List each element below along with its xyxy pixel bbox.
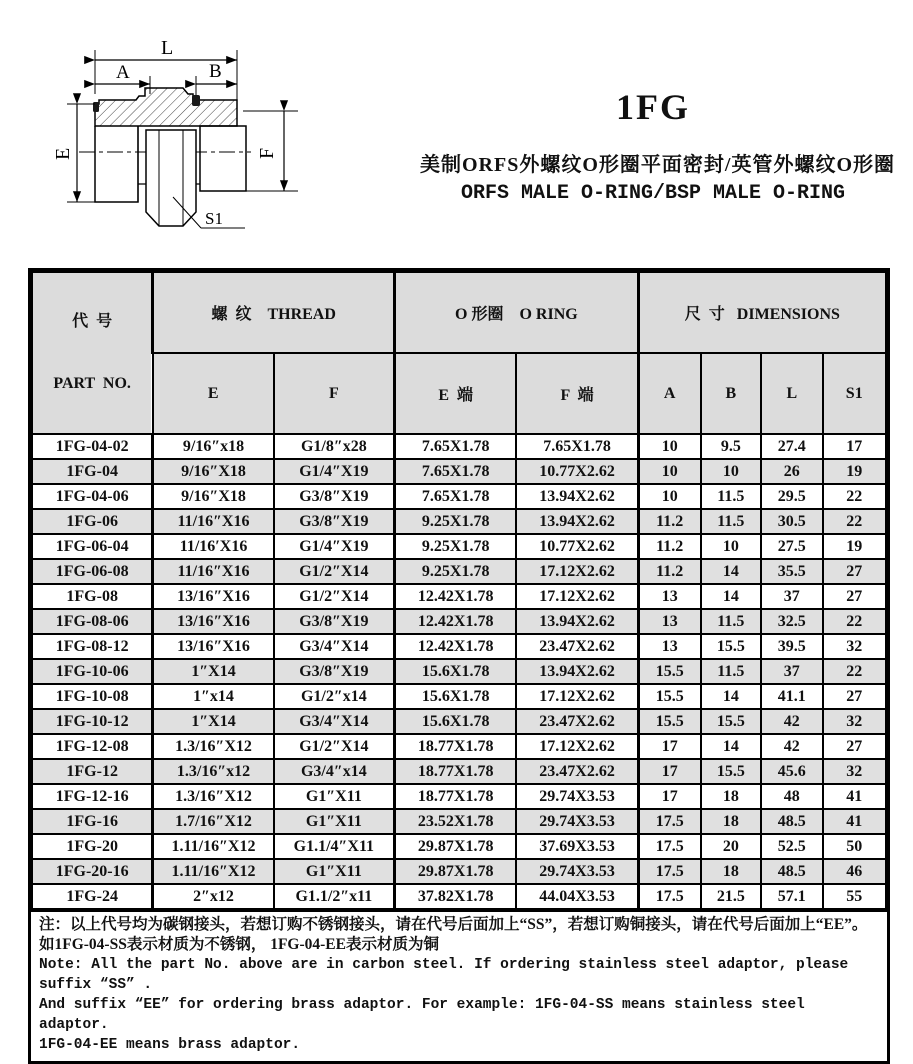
oring-f-cell: 13.94X2.62 [516,609,638,634]
dim-s1-cell: 19 [823,534,887,559]
note-line-en-2: And suffix “EE” for ordering brass adaptor. For example: 1FG-04-SS means stainless steel adaptor. [39,997,805,1033]
dim-l-cell: 39.5 [761,634,822,659]
col-header-thread-e: E [153,353,274,434]
part-no-cell: 1FG-10-12 [32,709,153,734]
thread-e-cell: 9/16″x18 [153,434,274,459]
col-header-oring: O 形圈 O RING [395,272,639,353]
oring-e-cell: 18.77X1.78 [395,759,517,784]
table-row [32,784,886,809]
header-row-sub [32,353,886,434]
table-row [32,709,886,734]
dim-b-cell: 11.5 [701,609,761,634]
oring-e-cell: 29.87X1.78 [395,859,517,884]
oring-f-cell: 10.77X2.62 [516,534,638,559]
dim-b-cell: 14 [701,559,761,584]
part-no-cell: 1FG-08-12 [32,634,153,659]
dim-l-cell: 48 [761,784,822,809]
oring-f-cell: 37.69X3.53 [516,834,638,859]
oring-f-cell: 13.94X2.62 [516,484,638,509]
dim-b-cell: 14 [701,584,761,609]
dim-s1-cell: 27 [823,734,887,759]
table-row [32,484,886,509]
col-header-thread-f: F [274,353,395,434]
table-row [32,684,886,709]
dim-l-cell: 32.5 [761,609,822,634]
left-male-end [95,126,138,202]
dim-b-cell: 11.5 [701,659,761,684]
dim-s1-cell: 41 [823,809,887,834]
dim-a-cell: 17.5 [638,809,700,834]
dim-s1-cell: 55 [823,884,887,909]
dim-s1-cell: 27 [823,559,887,584]
series-code: 1FG [616,87,690,127]
part-no-cell: 1FG-06 [32,509,153,534]
dim-l-cell: 52.5 [761,834,822,859]
col-header-l: L [761,353,822,434]
part-no-cell: 1FG-06-08 [32,559,153,584]
oring-e-cell: 37.82X1.78 [395,884,517,909]
hex-nut [146,130,196,226]
thread-f-cell: G1/2″X14 [274,559,395,584]
dim-label-b: B [209,61,222,82]
oring-e-cell: 12.42X1.78 [395,584,517,609]
spec-box [28,268,890,1064]
dim-s1-cell: 27 [823,684,887,709]
oring-e-cell: 23.52X1.78 [395,809,517,834]
table-row [32,734,886,759]
oring-f-cell: 23.47X2.62 [516,634,638,659]
dim-s1-cell: 32 [823,634,887,659]
oring-e-cell: 18.77X1.78 [395,784,517,809]
dim-a-cell: 17 [638,759,700,784]
oring-f-cell: 17.12X2.62 [516,584,638,609]
dim-b-cell: 20 [701,834,761,859]
dim-l-cell: 27.5 [761,534,822,559]
table-row [32,434,886,459]
oring-e-cell: 7.65X1.78 [395,459,517,484]
dim-s1-cell: 19 [823,459,887,484]
dim-l-cell: 37 [761,659,822,684]
dim-b-cell: 15.5 [701,759,761,784]
thread-f-cell: G3/4″x14 [274,759,395,784]
thread-e-cell: 13/16″X16 [153,609,274,634]
subtitle-chinese: 美制ORFS外螺纹O形圈平面密封/英管外螺纹O形圈 [420,154,896,176]
oring-f-cell: 7.65X1.78 [516,434,638,459]
oring-f-cell: 13.94X2.62 [516,659,638,684]
oring-e-cell: 9.25X1.78 [395,534,517,559]
part-no-cell: 1FG-08-06 [32,609,153,634]
fitting-section [95,88,237,126]
dim-a-cell: 11.2 [638,534,700,559]
table-body [32,434,886,909]
thread-e-cell: 11/16′X16 [153,534,274,559]
dim-l-cell: 30.5 [761,509,822,534]
subtitle-english: ORFS MALE O-RING/BSP MALE O-RING [460,182,846,205]
oring-e-cell: 7.65X1.78 [395,434,517,459]
oring-f-cell: 29.74X3.53 [516,859,638,884]
dim-label-l: L [161,37,174,59]
dim-b-cell: 15.5 [701,709,761,734]
o-ring-right [192,95,200,106]
dim-a-cell: 13 [638,609,700,634]
thread-f-cell: G3/8″X19 [274,484,395,509]
oring-f-cell: 17.12X2.62 [516,559,638,584]
dim-s1-cell: 50 [823,834,887,859]
table-row [32,459,886,484]
dim-s1-cell: 22 [823,509,887,534]
part-no-cell: 1FG-12-08 [32,734,153,759]
thread-f-cell: G3/8″X19 [274,609,395,634]
col-header-part-en: PART NO. [53,375,131,392]
right-male-end [200,126,246,191]
dim-b-cell: 10 [701,534,761,559]
thread-e-cell: 1″X14 [153,659,274,684]
oring-e-cell: 9.25X1.78 [395,509,517,534]
dim-b-cell: 9.5 [701,434,761,459]
col-header-s1: S1 [823,353,887,434]
dim-b-cell: 18 [701,784,761,809]
col-header-thread: 螺 纹 THREAD [153,272,395,353]
dim-b-cell: 14 [701,684,761,709]
dim-l-cell: 37 [761,584,822,609]
oring-e-cell: 7.65X1.78 [395,484,517,509]
thread-f-cell: G1″X11 [274,784,395,809]
dim-s1-cell: 32 [823,709,887,734]
dim-a-cell: 11.2 [638,509,700,534]
thread-f-cell: G1.1/2″x11 [274,884,395,909]
part-no-cell: 1FG-04 [32,459,153,484]
thread-e-cell: 11/16″X16 [153,509,274,534]
part-no-cell: 1FG-16 [32,809,153,834]
table-row [32,809,886,834]
dim-l-cell: 35.5 [761,559,822,584]
part-no-cell: 1FG-04-06 [32,484,153,509]
thread-f-cell: G1.1/4″X11 [274,834,395,859]
dim-b-cell: 18 [701,809,761,834]
table-row [32,859,886,884]
thread-e-cell: 1.11/16″X12 [153,834,274,859]
dim-b-cell: 10 [701,459,761,484]
part-no-cell: 1FG-10-06 [32,659,153,684]
table-row [32,659,886,684]
thread-e-cell: 13/16″X16 [153,584,274,609]
thread-e-cell: 9/16″X18 [153,459,274,484]
notes-block [31,910,887,1061]
dim-b-cell: 14 [701,734,761,759]
oring-f-cell: 17.12X2.62 [516,684,638,709]
oring-e-cell: 15.6X1.78 [395,684,517,709]
oring-f-cell: 10.77X2.62 [516,459,638,484]
table-row [32,834,886,859]
dim-l-cell: 42 [761,734,822,759]
dim-a-cell: 10 [638,434,700,459]
dim-s1-cell: 32 [823,759,887,784]
oring-f-cell: 44.04X3.53 [516,884,638,909]
thread-f-cell: G3/4″X14 [274,634,395,659]
part-no-cell: 1FG-24 [32,884,153,909]
dim-a-cell: 17 [638,734,700,759]
dim-s1-cell: 46 [823,859,887,884]
table-row [32,584,886,609]
thread-e-cell: 1.3/16″X12 [153,784,274,809]
note-line-en-1: Note: All the part No. above are in carbon steel. If ordering stainless steel adaptor, please suffix “SS” . [39,957,849,993]
technical-drawing [33,34,333,244]
thread-f-cell: G1/2″x14 [274,684,395,709]
thread-f-cell: G1/2″X14 [274,584,395,609]
thread-e-cell: 1.11/16″X12 [153,859,274,884]
dim-b-cell: 11.5 [701,509,761,534]
col-header-dimensions: 尺 寸 DIMENSIONS [638,272,886,353]
dim-l-cell: 41.1 [761,684,822,709]
part-no-cell: 1FG-20-16 [32,859,153,884]
oring-e-cell: 12.42X1.78 [395,609,517,634]
oring-e-cell: 18.77X1.78 [395,734,517,759]
dim-label-s1: S1 [205,209,223,228]
part-no-cell: 1FG-06-04 [32,534,153,559]
dim-s1-cell: 17 [823,434,887,459]
col-header-oring-e: E 端 [395,353,517,434]
thread-e-cell: 2″x12 [153,884,274,909]
col-header-a: A [638,353,700,434]
header-row-groups [32,272,886,353]
spec-table [31,271,887,910]
dim-s1-cell: 22 [823,484,887,509]
col-header-oring-f: F 端 [516,353,638,434]
dim-l-cell: 29.5 [761,484,822,509]
dim-a-cell: 17.5 [638,834,700,859]
dim-a-cell: 15.5 [638,684,700,709]
dim-a-cell: 17 [638,784,700,809]
thread-e-cell: 1″x14 [153,684,274,709]
thread-f-cell: G1″X11 [274,809,395,834]
table-row [32,884,886,909]
thread-f-cell: G1/2″X14 [274,734,395,759]
title-block [420,86,896,205]
dim-a-cell: 10 [638,459,700,484]
dim-a-cell: 15.5 [638,709,700,734]
part-no-cell: 1FG-12-16 [32,784,153,809]
thread-f-cell: G3/8″X19 [274,509,395,534]
dim-a-cell: 15.5 [638,659,700,684]
col-header-part-no [32,272,153,434]
dim-label-f: F [256,147,278,159]
oring-e-cell: 9.25X1.78 [395,559,517,584]
thread-e-cell: 1.3/16″x12 [153,759,274,784]
dim-b-cell: 21.5 [701,884,761,909]
dim-l-cell: 45.6 [761,759,822,784]
thread-e-cell: 1.3/16″X12 [153,734,274,759]
dim-label-a: A [116,62,130,83]
thread-f-cell: G1″X11 [274,859,395,884]
dim-b-cell: 18 [701,859,761,884]
dim-l-cell: 57.1 [761,884,822,909]
table-row [32,634,886,659]
dim-l-cell: 48.5 [761,809,822,834]
part-no-cell: 1FG-08 [32,584,153,609]
part-no-cell: 1FG-12 [32,759,153,784]
dim-a-cell: 13 [638,584,700,609]
dim-l-cell: 48.5 [761,859,822,884]
thread-f-cell: G3/4″X14 [274,709,395,734]
thread-e-cell: 13/16″X16 [153,634,274,659]
oring-f-cell: 13.94X2.62 [516,509,638,534]
table-row [32,534,886,559]
table-row [32,759,886,784]
dim-s1-cell: 41 [823,784,887,809]
table-row [32,609,886,634]
col-header-part-cn: 代 号 [72,313,113,330]
note-line-en-3: 1FG-04-EE means brass adaptor. [39,1037,301,1053]
dim-s1-cell: 27 [823,584,887,609]
dim-s1-cell: 22 [823,659,887,684]
dim-a-cell: 10 [638,484,700,509]
dim-b-cell: 11.5 [701,484,761,509]
thread-f-cell: G3/8″X19 [274,659,395,684]
dim-s1-cell: 22 [823,609,887,634]
part-no-cell: 1FG-20 [32,834,153,859]
thread-f-cell: G1/8″x28 [274,434,395,459]
oring-e-cell: 29.87X1.78 [395,834,517,859]
table-row [32,509,886,534]
dim-b-cell: 15.5 [701,634,761,659]
oring-e-cell: 15.6X1.78 [395,659,517,684]
dim-l-cell: 42 [761,709,822,734]
oring-e-cell: 12.42X1.78 [395,634,517,659]
oring-e-cell: 15.6X1.78 [395,709,517,734]
thread-e-cell: 9/16″X18 [153,484,274,509]
dim-a-cell: 11.2 [638,559,700,584]
table-row [32,559,886,584]
dim-a-cell: 17.5 [638,859,700,884]
dim-l-cell: 27.4 [761,434,822,459]
thread-e-cell: 1.7/16″X12 [153,809,274,834]
thread-f-cell: G1/4″X19 [274,534,395,559]
thread-e-cell: 1″X14 [153,709,274,734]
part-no-cell: 1FG-04-02 [32,434,153,459]
dim-l-cell: 26 [761,459,822,484]
dim-a-cell: 13 [638,634,700,659]
thread-f-cell: G1/4″X19 [274,459,395,484]
dim-label-e: E [52,147,74,160]
note-line-cn-2: 如1FG-04-SS表示材质为不锈钢， 1FG-04-EE表示材质为铜 [39,936,439,953]
oring-f-cell: 29.74X3.53 [516,809,638,834]
note-line-cn-1: 注：以上代号均为碳钢接头，若想订购不锈钢接头，请在代号后面加上“SS”，若想订购铜接头，请在代号后面加上“EE”。 [39,916,868,933]
col-header-b: B [701,353,761,434]
part-no-cell: 1FG-10-08 [32,684,153,709]
dim-a-cell: 17.5 [638,884,700,909]
oring-f-cell: 23.47X2.62 [516,709,638,734]
oring-f-cell: 29.74X3.53 [516,784,638,809]
oring-f-cell: 17.12X2.62 [516,734,638,759]
thread-e-cell: 11/16″X16 [153,559,274,584]
oring-f-cell: 23.47X2.62 [516,759,638,784]
